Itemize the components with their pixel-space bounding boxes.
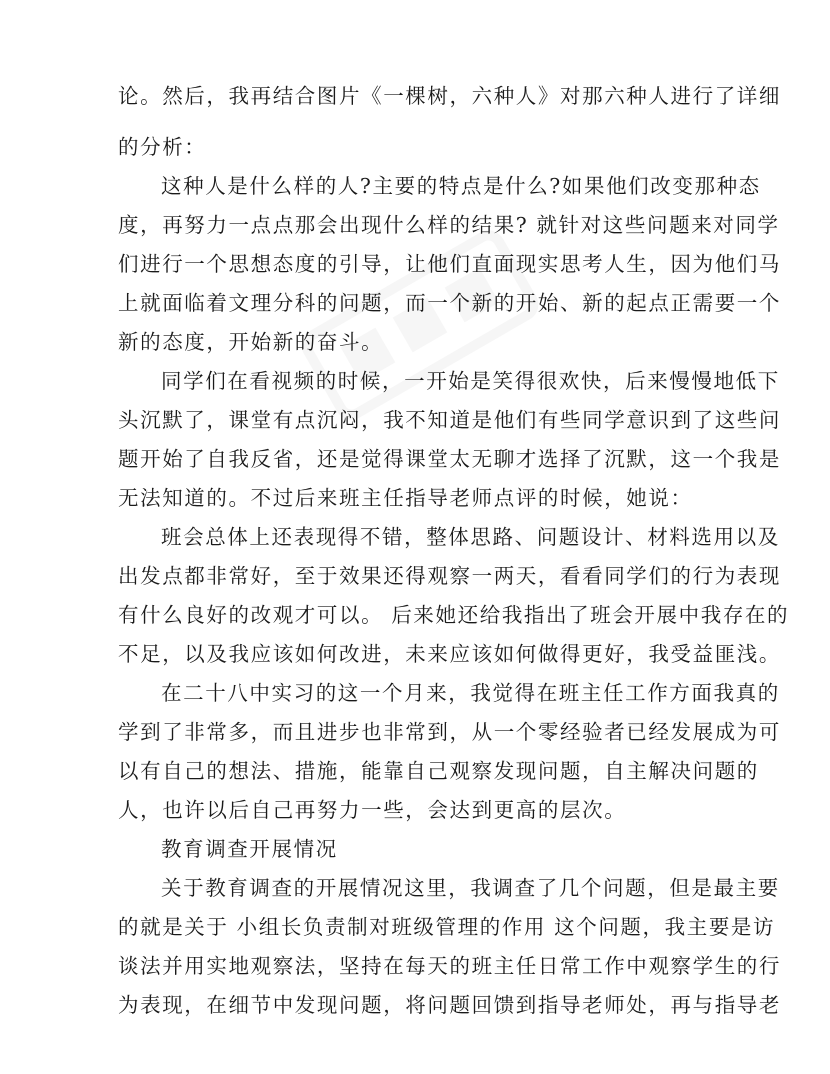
text-line-9: 头沉默了，课堂有点沉闷，我不知道是他们有些同学意识到了这些问	[118, 408, 781, 432]
text-line-24: 为表现，在细节中发现问题，将问题回馈到指导老师处，再与指导老	[118, 993, 781, 1017]
text-line-3: 这种人是什么样的人?主要的特点是什么?如果他们改变那种态	[161, 174, 761, 198]
text-line-8: 同学们在看视频的时候，一开始是笑得很欢快，后来慢慢地低下	[161, 369, 780, 393]
text-line-2: 的分析：	[118, 135, 207, 159]
text-line-22: 的就是关于 小组长负责制对班级管理的作用 这个问题，我主要是访	[118, 915, 776, 939]
text-line-17: 学到了非常多，而且进步也非常到，从一个零经验者已经发展成为可	[118, 720, 781, 744]
text-line-14: 有什么良好的改观才可以。 后来她还给我指出了班会开展中我存在的	[118, 603, 790, 627]
text-line-23: 谈法并用实地观察法，坚持在每天的班主任日常工作中观察学生的行	[118, 954, 781, 978]
text-line-13: 出发点都非常好，至于效果还得观察一两天，看看同学们的行为表现	[118, 564, 781, 588]
text-line-7: 新的态度，开始新的奋斗。	[118, 330, 384, 354]
text-line-18: 以有自己的想法、措施，能靠自己观察发现问题，自主解决问题的	[118, 759, 759, 783]
text-line-4: 度，再努力一点点那会出现什么样的结果? 就针对这些问题来对同学	[118, 213, 780, 237]
text-line-19: 人，也许以后自己再努力一些，会达到更高的层次。	[118, 798, 627, 822]
text-line-16: 在二十八中实习的这一个月来，我觉得在班主任工作方面我真的	[161, 681, 780, 705]
text-line-10: 题开始了自我反省，还是觉得课堂太无聊才选择了沉默，这一个我是	[118, 447, 781, 471]
text-line-21: 关于教育调查的开展情况这里，我调查了几个问题，但是最主要	[161, 876, 780, 900]
text-line-1: 论。然后，我再结合图片《一棵树，六种人》对那六种人进行了详细	[118, 84, 781, 108]
section-heading: 教育调查开展情况	[161, 837, 338, 861]
text-line-12: 班会总体上还表现得不错，整体思路、问题设计、材料选用以及	[161, 525, 780, 549]
text-line-6: 上就面临着文理分科的问题，而一个新的开始、新的起点正需要一个	[118, 291, 781, 315]
text-line-15: 不足，以及我应该如何改进，未来应该如何做得更好，我受益匪浅。	[118, 642, 781, 666]
text-line-11: 无法知道的。不过后来班主任指导老师点评的时候，她说：	[118, 486, 693, 510]
text-line-5: 们进行一个思想态度的引导，让他们直面现实思考人生，因为他们马	[118, 252, 781, 276]
